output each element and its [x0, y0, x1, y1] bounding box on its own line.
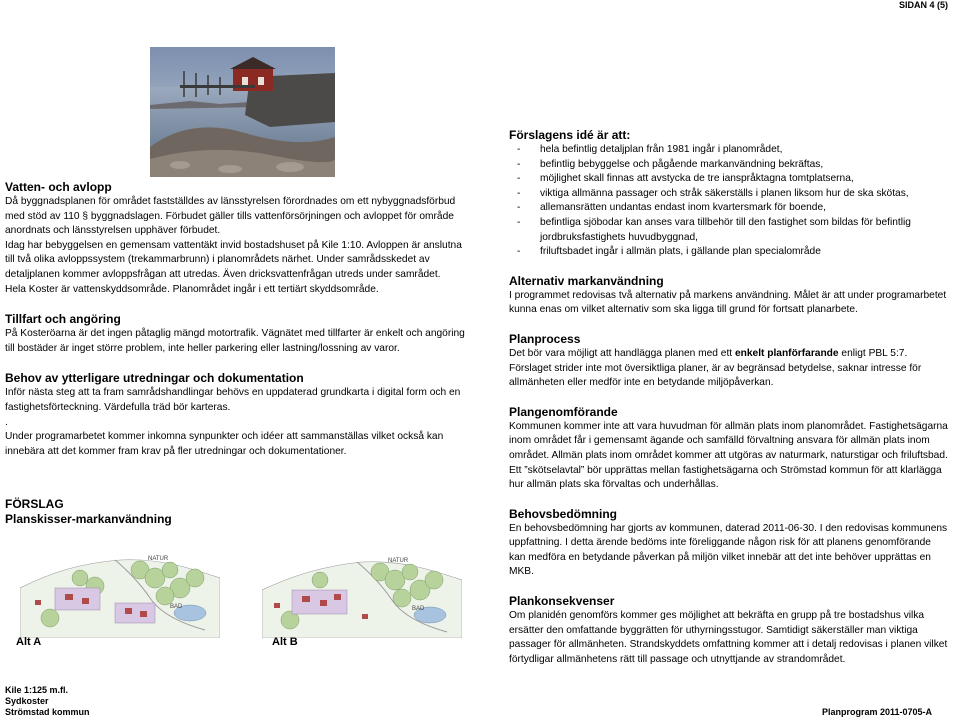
- behov-heading: Behov av ytterligare utredningar och dokumentation: [5, 371, 304, 386]
- planprocess-text-c: enligt PBL 5:7. Förslaget strider inte mot översiktliga planer, är av begränsad betydelse, saknar intresse för allmänheten eller medför inte en betydande miljöpåverkan.: [509, 347, 922, 389]
- alternativ-heading: Alternativ markanvändning: [509, 273, 664, 288]
- plangenomforande-paragraph: Kommunen kommer inte att vara huvudman för allmän plats inom planområdet. Fastighetsägarna inom området får i gemensamt ägande och samfälld förvaltning ansvara för allmän plats inom området. Allmän plats inom området kommer att utgöras av naturmark, naturstigar och friluftsbad. Ett ”skötselavtal” bör upprättas mellan fastighetsägarna och Strömstad kommun för att klarlägga hur allmän plats ska förvaltas och underhållas.: [509, 420, 948, 491]
- behovsbedomning-heading: Behovsbedömning: [509, 506, 618, 521]
- ide-item: - viktiga allmänna passager och stråk säkerställs i planen liksom hur de ska skötas,: [509, 187, 949, 202]
- forslag-heading: FÖRSLAG: [5, 497, 64, 511]
- tillfart-paragraph: På Kosteröarna är det ingen påtaglig mängd motortrafik. Vägnätet med tillfarter är enkelt och angöring till bostäder är inget större problem, inte heller parkering eller lastning/lossning av varor.: [5, 328, 465, 354]
- page-number: SIDAN 4 (5): [898, 0, 948, 10]
- ide-item: - befintliga sjöbodar kan anses vara tillbehör till den fastighet som bildas för befintlig jordbruksfastighets huvudbyggnad,: [509, 216, 949, 245]
- tillfart-heading: Tillfart och angöring: [5, 312, 121, 327]
- svg-text:NATUR: NATUR: [388, 558, 409, 564]
- ide-list: [509, 143, 949, 260]
- footer-scale: Kile 1:125 m.fl.: [5, 685, 69, 695]
- footer-area: Sydkoster: [5, 696, 49, 706]
- plankonsekvenser-heading: Plankonsekvenser: [509, 594, 615, 609]
- alt-b-label: Alt B: [272, 636, 298, 648]
- behov-paragraph-1: Inför nästa steg att ta fram samrådshandlingar behövs en uppdaterad grundkarta i digital form och en fastighetsförteckning. Värdefulla träd bör karteras.: [5, 387, 461, 413]
- left-column: [5, 180, 465, 459]
- footer-municipality: Strömstad kommun: [5, 707, 90, 717]
- planprocess-text-a: Det bör vara möjligt att handlägga planen med ett: [509, 347, 735, 359]
- ide-heading: Förslagens idé är att:: [509, 128, 631, 142]
- ide-item: - allemansrätten undantas endast inom kvartersmark för boende,: [509, 201, 949, 216]
- planprocess-heading: Planprocess: [509, 331, 581, 346]
- behov-paragraph-3: Under programarbetet kommer inkomna synpunkter och idéer att sammanställas vilket också kan innebära att det kommer fram krav på fler utredningar och dokumentationer.: [5, 431, 444, 457]
- footer-left: [5, 685, 90, 718]
- ide-item: - hela befintlig detaljplan från 1981 ingår i planområdet,: [509, 143, 949, 158]
- behovsbedomning-paragraph: En behovsbedömning har gjorts av kommunen, daterad 2011-06-30. I den redovisas kommunens uppfattning. I detta ärende bedöms inte föreliggande någon risk för att planens genomförande kan medföra en betydande påverkan på miljön vilket innebär att det inte behöver upprättas en MKB.: [509, 522, 948, 578]
- vatten-paragraph-3: Hela Koster är vattenskyddsområde. Planområdet ingår i ett tertiärt skyddsområde.: [5, 283, 379, 295]
- alt-a-label: Alt A: [16, 636, 42, 648]
- right-column: [509, 128, 949, 667]
- behov-paragraph-2: .: [5, 416, 8, 428]
- plankonsekvenser-paragraph: Om planidén genomförs kommer ges möjlighet att bekräfta en grupp på tre bostadshus vilka ersätter den omfattande byggrätten för uthyrningsstugor. Samtidigt säkerställer man viktiga passager för allmänheten. Strandskyddets omfattning kommer att i detalj redovisas i planen vilket förtydligar allmänhetens rätt till passage och utnyttjande av strandområdet.: [509, 610, 948, 665]
- boathouse-photo: [150, 47, 335, 177]
- ide-item: - friluftsbadet ingår i allmän plats, i gällande plan specialområde: [509, 245, 949, 260]
- forslag-block: [5, 497, 305, 527]
- vatten-heading: Vatten- och avlopp: [5, 180, 112, 194]
- svg-text:NATUR: NATUR: [148, 556, 169, 562]
- svg-text:BAD: BAD: [170, 604, 183, 610]
- planprocess-text-bold: enkelt planförfarande: [734, 347, 839, 359]
- sketch-alt-b: [262, 548, 462, 638]
- planprocess-paragraph: [509, 347, 949, 391]
- vatten-paragraph-1: Då byggnadsplanen för området fastställdes av länsstyrelsen förordnades om ett nybyggnadsförbud med stöd av 110 § byggnadslagen. Förbudet gäller tills vattenförsörjningen och avloppet för område anordnats och länsstyrelsen upphäver förbudet.: [5, 196, 456, 237]
- alternativ-paragraph: I programmet redovisas två alternativ på markens användning. Målet är att under programarbetet kunna enas om vilket alternativ som ska ligga till grund för fortsatt planarbete.: [509, 289, 947, 316]
- plangenomforande-heading: Plangenomförande: [509, 404, 618, 419]
- ide-item: - möjlighet skall finnas att avstycka de tre ianspråktagna tomtplatserna,: [509, 172, 949, 187]
- vatten-paragraph-2: Idag har bebyggelsen en gemensam vattentäkt invid bostadshuset på Kile 1:10. Avloppen är anslutna till två olika avloppssystem (trekammarbrunn) i planområdets närhet. Under samrådsskedet av detaljplanen kommer avloppsfrågan att utredas. Även dricksvattenfrågan utreds under samrådet.: [5, 239, 462, 280]
- sketch-alt-a: [20, 548, 220, 638]
- ide-item: - befintlig bebyggelse och pågående markanvändning bekräftas,: [509, 158, 949, 173]
- planskisser-heading: Planskisser-markanvändning: [5, 512, 172, 526]
- footer-doc-id: Planprogram 2011-0705-A: [821, 707, 932, 717]
- svg-text:BAD: BAD: [412, 606, 425, 612]
